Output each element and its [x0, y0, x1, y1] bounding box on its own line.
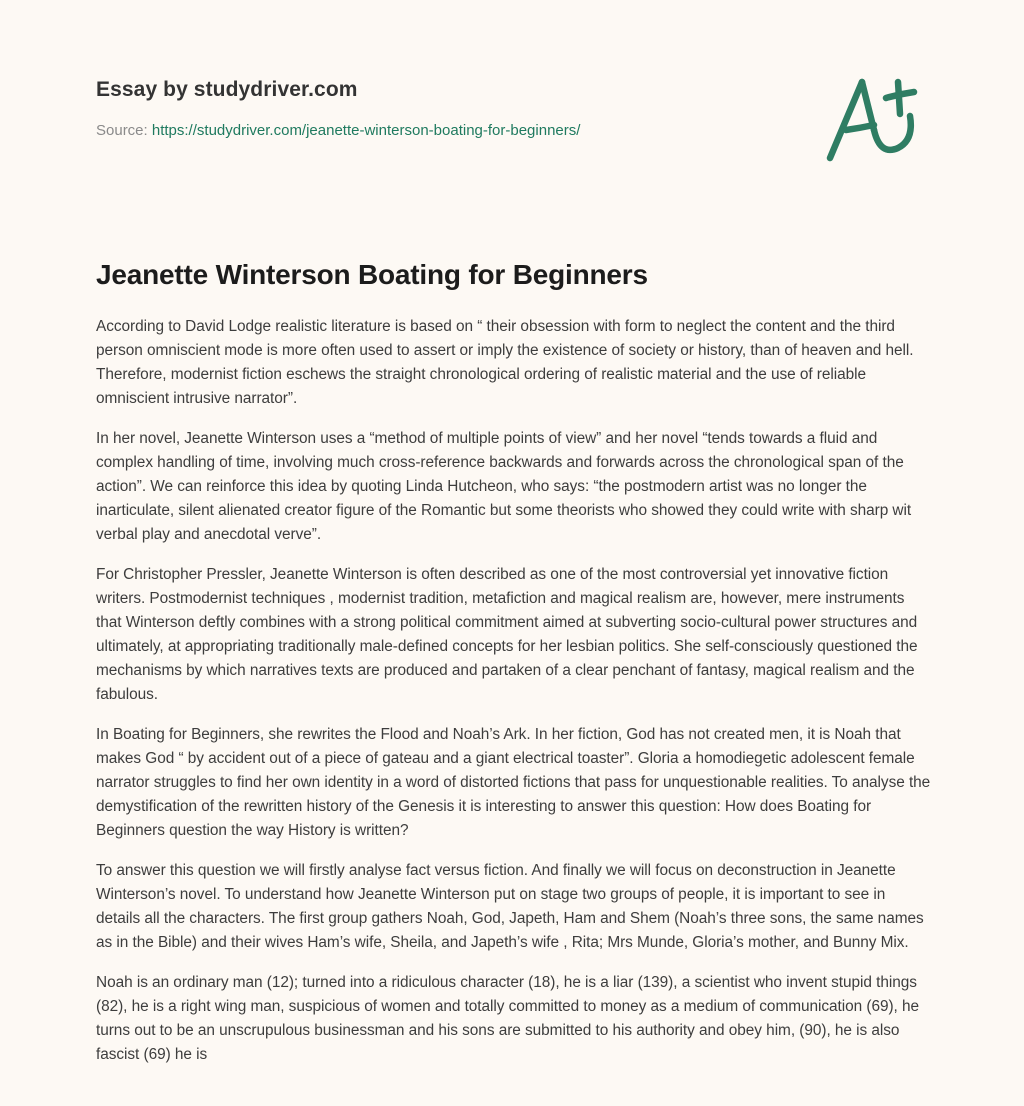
essay-body	[96, 315, 932, 1083]
essay-paragraph: According to David Lodge realistic literature is based on “ their obsession with form to neglect the content and the third person omniscient mode is more often used to assert or imply the existence of society or history, than of heaven and hell. Therefore, modernist fiction eschews the straight chronological ordering of realistic material and the use of reliable omniscient intrusive narrator”.	[96, 318, 914, 407]
essay-header	[96, 76, 856, 141]
essay-title: Jeanette Winterson Boating for Beginners	[96, 259, 648, 290]
source-label: Source:	[96, 122, 148, 139]
a-plus-grade-icon	[822, 68, 932, 164]
essay-paragraph: In her novel, Jeanette Winterson uses a “method of multiple points of view” and her novel “tends towards a fluid and complex handling of time, involving much cross-reference backwards and forwards across the chronological span of the action”. We can reinforce this idea by quoting Linda Hutcheon, who says: “the postmodern artist was no longer the inarticulate, silent alienated creator figure of the Romantic but some theorists who showed they could write with sharp wit verbal play and anecdotal verve”.	[96, 430, 912, 543]
source-link[interactable]: https://studydriver.com/jeanette-winterson-boating-for-beginners/	[151, 122, 581, 139]
essay-paragraph: Noah is an ordinary man (12); turned into a ridiculous character (18), he is a liar (139), a scientist who invent stupid things (82), he is a right wing man, suspicious of women and totally committed to money as a medium of communication (69), he turns out to be an unscrupulous businessman and his sons are submitted to his authority and obey him, (90), he is also fascist (69) he is	[96, 974, 920, 1063]
source-line	[96, 121, 856, 141]
site-title: Essay by studydriver.com	[96, 78, 358, 101]
essay-paragraph: For Christopher Pressler, Jeanette Winterson is often described as one of the most controversial yet innovative fiction writers. Postmodernist techniques , modernist tradition, metafiction and magical realism are, however, mere instruments that Winterson deftly combines with a strong political commitment aimed at subverting socio-cultural power structures and ultimately, at appropriating traditionally male-defined concepts for her lesbian politics. She self-consciously questioned the mechanisms by which narratives texts are produced and partaken of a clear penchant of fantasy, magical realism and the fabulous.	[96, 566, 918, 703]
essay-paragraph: To answer this question we will firstly analyse fact versus fiction. And finally we will focus on deconstruction in Jeanette Winterson’s novel. To understand how Jeanette Winterson put on stage two groups of people, it is important to see in details all the characters. The first group gathers Noah, God, Japeth, Ham and Shem (Noah’s three sons, the same names as in the Bible) and their wives Ham’s wife, Sheila, and Japeth’s wife , Rita; Mrs Munde, Gloria’s mother, and Bunny Mix.	[96, 862, 924, 951]
essay-paragraph: In Boating for Beginners, she rewrites the Flood and Noah’s Ark. In her fiction, God has not created men, it is Noah that makes God “ by accident out of a piece of gateau and a giant electrical toaster”. Gloria a homodiegetic adolescent female narrator struggles to find her own identity in a word of distorted fictions that pass for unquestionable realities. To analyse the demystification of the rewritten history of the Genesis it is interesting to answer this question: How does Boating for Beginners question the way History is written?	[96, 726, 931, 839]
